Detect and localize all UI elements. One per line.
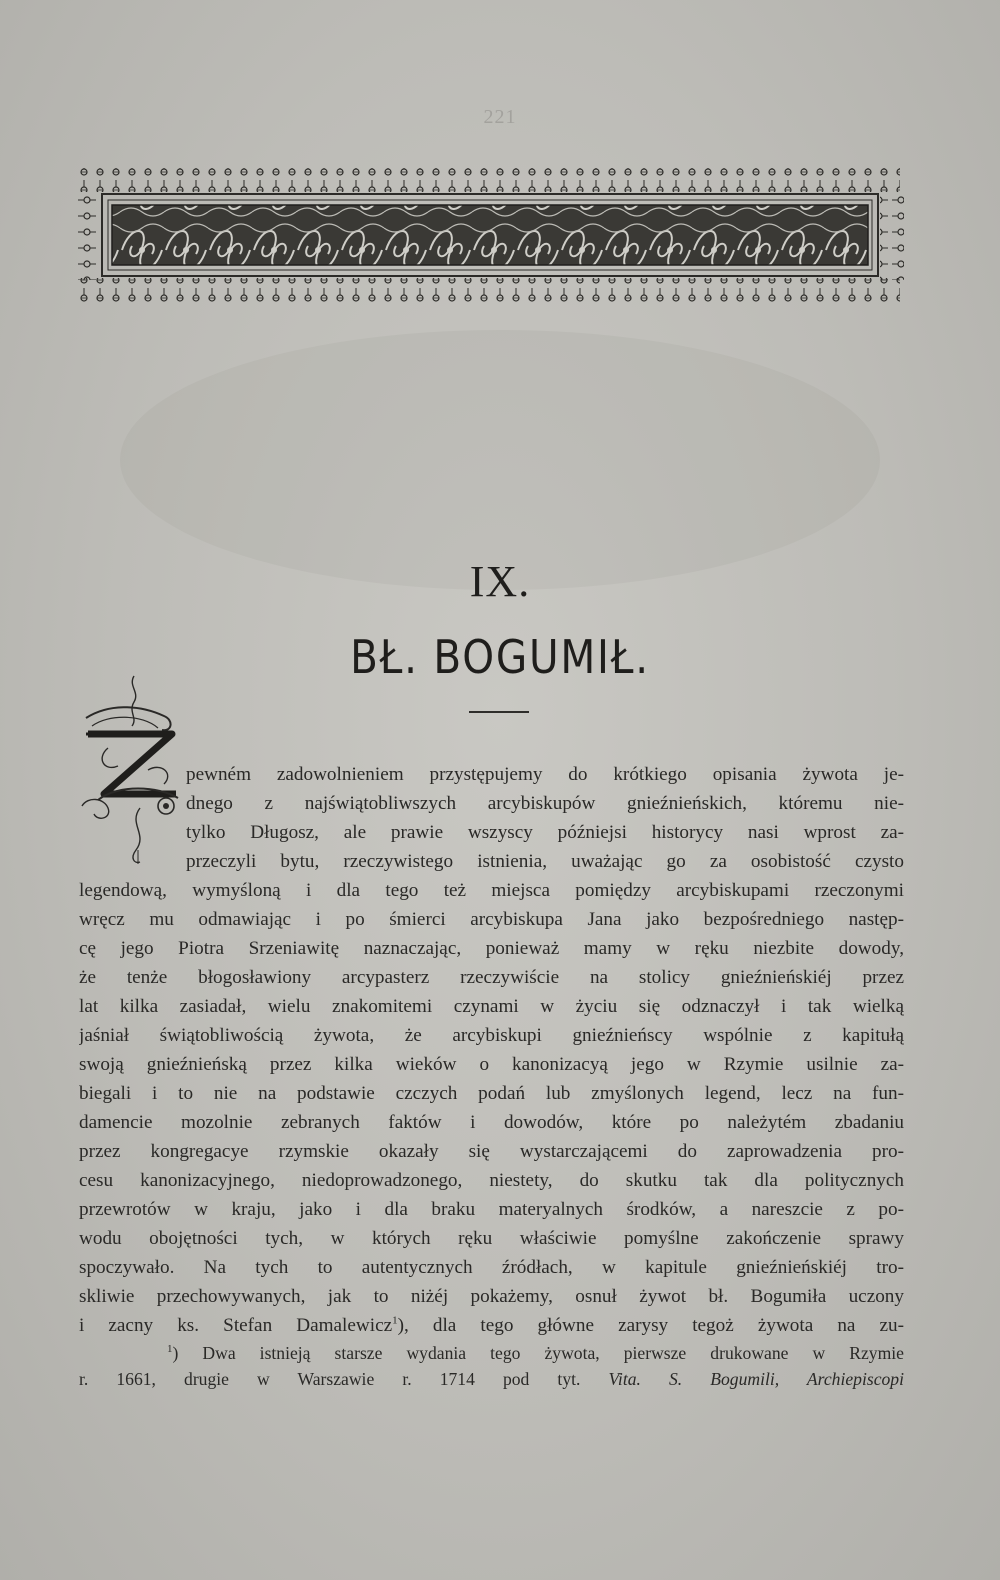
body-line-13: damencie mozolnie zebranych faktów i dowodów, które po należytém zbadaniu	[79, 1112, 904, 1133]
chapter-number: IX.	[469, 557, 531, 606]
body-line-4: przeczyli bytu, rzeczywistego istnienia, uważając go za osobistość czysto	[186, 851, 904, 872]
chapter-title: BŁ. BOGUMIŁ.	[350, 630, 650, 684]
body-line-7: cę jego Piotra Srzeniawitę naznaczając, ponieważ mamy w ręku niezbite dowody,	[79, 938, 904, 959]
body-line-20-start: i zacny ks. Stefan Damalewicz	[79, 1315, 393, 1336]
body-line-1: pewném zadowolnieniem przystępujemy do krótkiego opisania żywota je-	[186, 764, 904, 785]
footnote-text-1: ) Dwa istnieją starsze wydania tego żywota, pierwsze drukowane w Rzymie	[172, 1343, 904, 1363]
body-line-9: lat kilka zasiadał, wielu znakomitemi czynami w życiu się odznaczył i tak wielką	[79, 996, 904, 1017]
title-rule	[469, 711, 529, 713]
footnote-reference: 1	[392, 1314, 398, 1327]
body-line-5: legendową, wymyśloną i dla tego też miejsca pomiędzy arcybiskupami rzeczonymi	[79, 880, 904, 901]
page-number: 221	[483, 106, 517, 128]
body-line-14: przez kongregacye rzymskie okazały się wystarczającemi do zaprowadzenia pro-	[79, 1141, 904, 1162]
body-line-11: swoją gnieźnieńską przez kilka wieków o kanonizacyą jego w Rzymie usilnie za-	[79, 1054, 904, 1075]
body-line-8: że tenże błogosławiony arcypasterz rzeczywiście na stolicy gnieźnieńskiéj przez	[79, 967, 904, 988]
body-line-20	[79, 1311, 904, 1340]
footnote-title-italic: Vita. S. Bogumili, Archiepiscopi	[608, 1369, 904, 1389]
body-line-15: cesu kanonizacyjnego, niedoprowadzonego, niestety, do skutku tak dla politycznych	[79, 1170, 904, 1191]
body-text	[79, 760, 904, 1340]
body-line-12: biegali i to nie na podstawie czczych podań lub zmyślonych legend, lecz na fun-	[79, 1083, 904, 1104]
bleed-through-stain	[120, 330, 880, 590]
footnote-text-2: r. 1661, drugie w Warszawie r. 1714 pod tyt.	[79, 1369, 609, 1389]
body-line-18: spoczywało. Na tych to autentycznych źródłach, w kapitule gnieźnieńskiéj tro-	[79, 1257, 904, 1278]
body-line-6: wręcz mu odmawiając i po śmierci arcybiskupa Jana jako bezpośredniego następ-	[79, 909, 904, 930]
footnotes	[79, 1340, 904, 1392]
body-line-16: przewrotów w kraju, jako i dla braku materyalnych środków, a nareszcie z po-	[79, 1199, 904, 1220]
footnote-mark: 1	[167, 1343, 173, 1356]
body-line-3: tylko Długosz, ale prawie wszyscy późniejsi historycy nasi wprost za-	[186, 822, 904, 843]
body-line-10: jaśniał świątobliwością żywota, że arcybiskupi gnieźnieńscy wspólnie z kapitułą	[79, 1025, 904, 1046]
footnote-line-2	[79, 1366, 904, 1392]
ornamental-header-band	[76, 160, 904, 310]
body-line-20-end: ), dla tego główne zarysy tegoż żywota na zu-	[397, 1315, 904, 1336]
footnote-line-1	[79, 1340, 904, 1366]
body-line-2: dnego z najświątobliwszych arcybiskupów gnieźnieńskich, któremu nie-	[186, 793, 904, 814]
body-line-19: skliwie przechowywanych, jak to niżéj pokażemy, osnuł żywot bł. Bogumiła uczony	[79, 1286, 904, 1307]
body-line-17: wodu obojętności tych, w których ręku właściwie pomyślne zakończenie sprawy	[79, 1228, 904, 1249]
